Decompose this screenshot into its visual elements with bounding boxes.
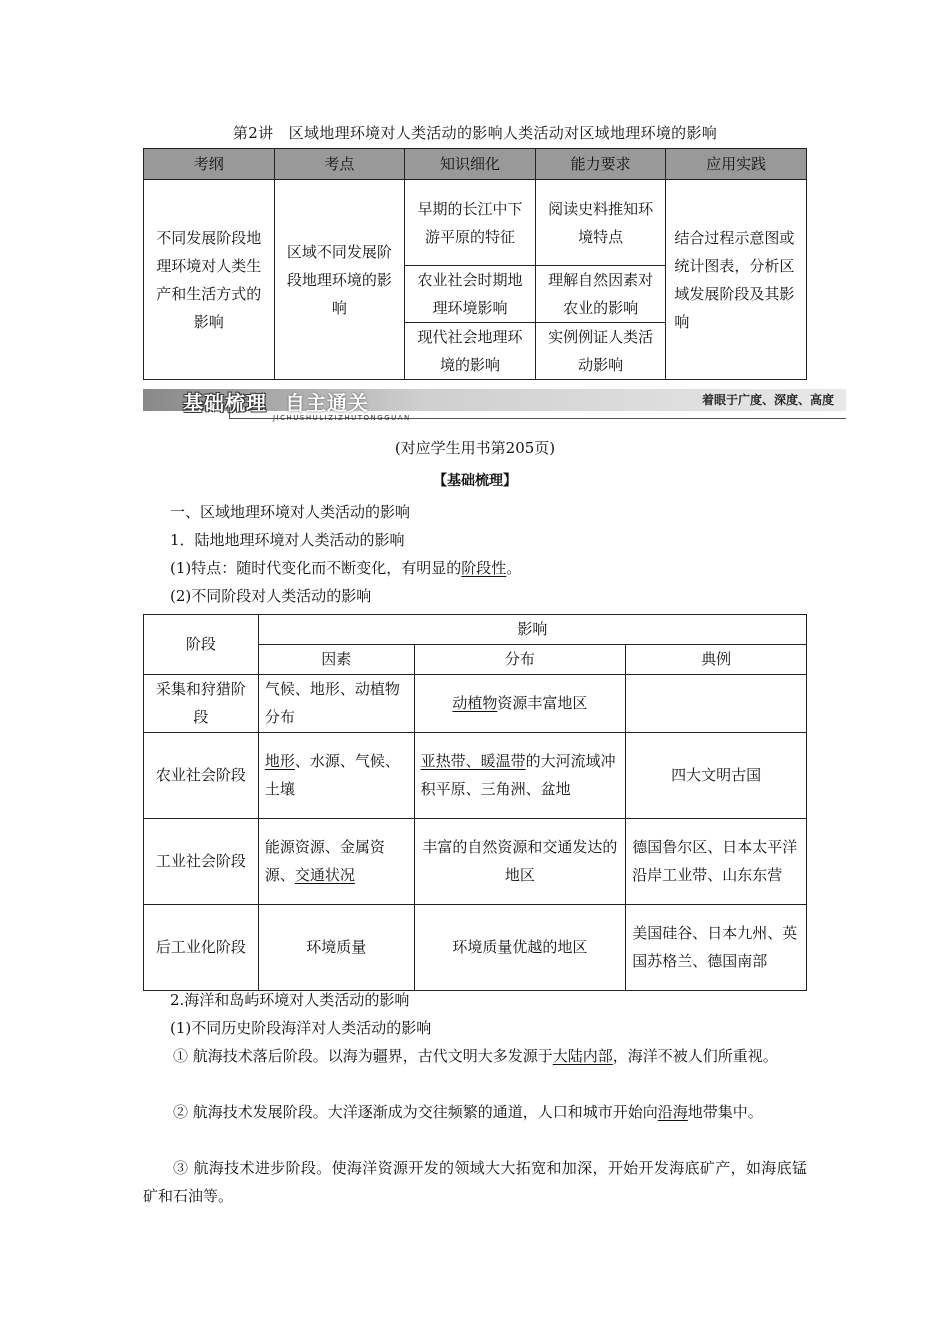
- banner-hook: [229, 407, 230, 418]
- heading-1: 一、区域地理环境对人类活动的影响: [170, 503, 411, 521]
- text: 、水源、气候、土壤: [264, 752, 400, 798]
- ability-cell: 理解自然因素对农业的影响: [535, 266, 666, 323]
- example-cell: [626, 675, 807, 733]
- paragraph-feature: [170, 554, 521, 582]
- underlined-answer: 大陆内部: [552, 1047, 613, 1065]
- underlined-answer: 动植物: [452, 693, 498, 712]
- paragraph-stage-3: ③ 航海技术进步阶段。使海洋资源开发的领域大大拓宽和加深，开始开发海底矿产，如海底锰矿和石油等。: [143, 1159, 807, 1205]
- page-reference: (对应学生用书第205页): [394, 439, 556, 457]
- ability-cell: 阅读史料推知环境特点: [535, 180, 666, 266]
- stage-cell: 采集和狩猎阶段: [144, 675, 259, 733]
- factor-cell: [258, 733, 414, 819]
- banner-title-a: 基础梳理: [183, 391, 267, 415]
- header-kaodian: 考点: [274, 149, 405, 180]
- distribution-cell: [414, 733, 626, 819]
- outline-header-row: [144, 149, 807, 180]
- heading-2: 1．陆地地理环境对人类活动的影响: [170, 531, 405, 549]
- table-row: [144, 819, 807, 905]
- stage-cell: 工业社会阶段: [144, 819, 259, 905]
- kaogang-cell: 不同发展阶段地理环境对人类生产和生活方式的影响: [144, 180, 275, 380]
- example-cell: 美国硅谷、日本九州、英国苏格兰、德国南部: [626, 905, 807, 991]
- factor-cell: 环境质量: [258, 905, 414, 991]
- header-ability: 能力要求: [535, 149, 666, 180]
- stage-cell: 农业社会阶段: [144, 733, 259, 819]
- stage-header-row: [144, 615, 807, 645]
- text: 地带集中。: [687, 1103, 763, 1121]
- stage-cell: 后工业化阶段: [144, 905, 259, 991]
- section-banner: [143, 389, 846, 425]
- underlined-answer: 亚热带、暖温带: [420, 752, 526, 770]
- paragraph-stage-2: [143, 1098, 807, 1126]
- distribution-cell: [414, 675, 626, 733]
- stage-header: 阶段: [144, 615, 259, 675]
- header-detail: 知识细化: [405, 149, 536, 180]
- detail-cell: 早期的长江中下游平原的特征: [405, 180, 536, 266]
- ability-cell: 实例例证人类活动影响: [535, 323, 666, 380]
- table-row: [144, 733, 807, 819]
- underlined-answer: 地形: [264, 752, 295, 770]
- text: (1)特点：随时代变化而不断变化，有明显的: [170, 559, 462, 577]
- page-title: 第2讲 区域地理环境对人类活动的影响人类活动对区域地理环境的影响: [232, 124, 718, 142]
- text: 的大河流域冲积平原、三角洲、盆地: [420, 752, 616, 798]
- example-cell: 四大文明古国: [626, 733, 807, 819]
- kaodian-cell: 区域不同发展阶段地理环境的影响: [274, 180, 405, 380]
- underlined-answer: 交通状况: [294, 865, 355, 884]
- impact-header: 影响: [258, 615, 806, 645]
- banner-pinyin: JICHUSHULIZIZHUTONGGUAN: [273, 414, 411, 422]
- banner-slogan: 着眼于广度、深度、高度: [701, 393, 834, 407]
- table-row: [144, 675, 807, 733]
- distribution-cell: 环境质量优越的地区: [414, 905, 626, 991]
- text: 能源资源、金属资源、: [264, 838, 385, 884]
- text: 。: [506, 559, 522, 577]
- example-cell: 德国鲁尔区、日本太平洋沿岸工业带、山东东营: [626, 819, 807, 905]
- text: ① 航海技术落后阶段。以海为疆界，古代文明大多发源于: [173, 1047, 553, 1065]
- underlined-answer: 沿海: [657, 1103, 688, 1121]
- stage-table: [143, 614, 807, 991]
- example-header: 典例: [626, 645, 807, 675]
- paragraph-stages: (2)不同阶段对人类活动的影响: [170, 587, 372, 605]
- text: ② 航海技术发展阶段。大洋逐渐成为交往频繁的通道，人口和城市开始向: [173, 1103, 658, 1121]
- text: 资源丰富地区: [497, 693, 588, 712]
- detail-cell: 农业社会时期地理环境影响: [405, 266, 536, 323]
- table-row: [144, 905, 807, 991]
- heading-ocean: 2.海洋和岛屿环境对人类活动的影响: [170, 991, 410, 1009]
- text: ，海洋不被人们所重视。: [612, 1047, 778, 1065]
- factor-header: 因素: [258, 645, 414, 675]
- paragraph-ocean-stages: (1)不同历史阶段海洋对人类活动的影响: [170, 1019, 432, 1037]
- distribution-cell: 丰富的自然资源和交通发达的地区: [414, 819, 626, 905]
- practice-cell: 结合过程示意图或统计图表，分析区域发展阶段及其影响: [666, 180, 807, 380]
- paragraph-stage-1: [143, 1042, 807, 1070]
- factor-cell: 气候、地形、动植物分布: [258, 675, 414, 733]
- outline-row: [144, 180, 807, 266]
- distribution-header: 分布: [414, 645, 626, 675]
- header-practice: 应用实践: [666, 149, 807, 180]
- detail-cell: 现代社会地理环境的影响: [405, 323, 536, 380]
- header-kaogang: 考纲: [144, 149, 275, 180]
- factor-cell: [258, 819, 414, 905]
- outline-table: [143, 148, 807, 380]
- underlined-answer: 阶段性: [461, 559, 507, 577]
- section-title: 【基础梳理】: [433, 473, 517, 489]
- banner-title-b: 自主通关: [285, 391, 369, 415]
